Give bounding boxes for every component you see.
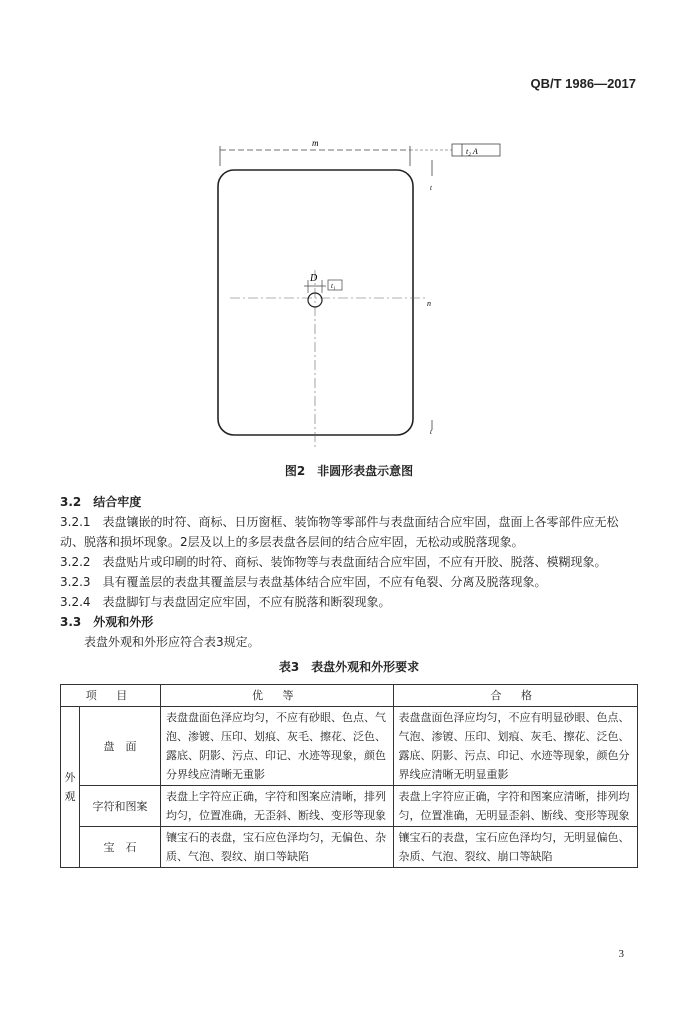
row-excellent: 镶宝石的表盘，宝石应色泽均匀，无偏色、杂质、气泡、裂纹、崩口等缺陷 <box>161 827 394 868</box>
section-3-3-title: 3.3 外观和外形 <box>60 615 154 629</box>
header-qualified: 合 格 <box>393 685 637 707</box>
row-name: 盘 面 <box>80 707 161 786</box>
table-row <box>61 827 638 868</box>
table-header-row <box>61 685 638 707</box>
tolerance-frame-top: t₂ A <box>466 147 478 156</box>
clause-3-2-3: 3.2.3 具有覆盖层的表盘其覆盖层与表盘基体结合应牢固，不应有龟裂、分离及脱落现象。 <box>60 575 547 589</box>
page-number: 3 <box>618 948 624 960</box>
row-qualified: 表盘上字符应正确，字符和图案应清晰，排列均匀，位置准确，无明显歪斜、断线、变形等现象 <box>393 786 637 827</box>
clause-3-2-4: 3.2.4 表盘脚钉与表盘固定应牢固，不应有脱落和断裂现象。 <box>60 595 391 609</box>
table-row <box>61 786 638 827</box>
row-excellent: 表盘盘面色泽应均匀，不应有砂眼、色点、气泡、渗镀、压印、划痕、灰毛、擦花、泛色、露底、阴影、污点、印记、水迹等现象，颜色分界线应清晰无重影 <box>161 707 394 786</box>
appearance-table <box>60 684 638 868</box>
header-item: 项 目 <box>61 685 161 707</box>
thickness-label-bottom: t <box>430 428 432 436</box>
row-excellent: 表盘上字符应正确，字符和图案应清晰，排列均匀，位置准确，无歪斜、断线、变形等现象 <box>161 786 394 827</box>
standard-number: QB/T 1986—2017 <box>530 76 636 91</box>
tolerance-hole: t₁ <box>331 282 336 290</box>
row-qualified: 表盘盘面色泽应均匀，不应有明显砂眼、色点、气泡、渗镀、压印、划痕、灰毛、擦花、泛色、露底、阴影、污点、印记、水迹等现象，颜色分界线应清晰无明显重影 <box>393 707 637 786</box>
dial-diagram <box>200 130 520 450</box>
width-label: m <box>312 138 319 148</box>
table-title: 表3 表盘外观和外形要求 <box>278 660 420 674</box>
height-label: n <box>427 299 431 308</box>
table-row <box>61 707 638 786</box>
section-text <box>60 492 640 652</box>
thickness-label-top: t <box>430 184 432 192</box>
section-3-2-title: 3.2 结合牢度 <box>60 495 142 509</box>
section-3-3-text: 表盘外观和外形应符合表3规定。 <box>84 635 260 649</box>
row-qualified: 镶宝石的表盘，宝石应色泽均匀，无明显偏色、杂质、气泡、裂纹、崩口等缺陷 <box>393 827 637 868</box>
clause-3-2-1: 3.2.1 表盘镶嵌的时符、商标、日历窗框、装饰物等零部件与表盘面结合应牢固，盘面上各零部件应无松动、脱落和损坏现象。2层及以上的多层表盘各层间的结合应牢固，无松动或脱落现象。 <box>60 515 619 549</box>
row-name: 宝 石 <box>80 827 161 868</box>
dial-outline <box>218 170 413 435</box>
header-excellent: 优 等 <box>161 685 394 707</box>
row-name: 字符和图案 <box>80 786 161 827</box>
category-cell: 外观 <box>61 707 80 868</box>
diameter-label: D <box>310 273 318 284</box>
figure-caption: 图2 非圆形表盘示意图 <box>284 464 414 478</box>
clause-3-2-2: 3.2.2 表盘贴片或印刷的时符、商标、装饰物等与表盘面结合应牢固，不应有开胶、脱落、模糊现象。 <box>60 555 607 569</box>
